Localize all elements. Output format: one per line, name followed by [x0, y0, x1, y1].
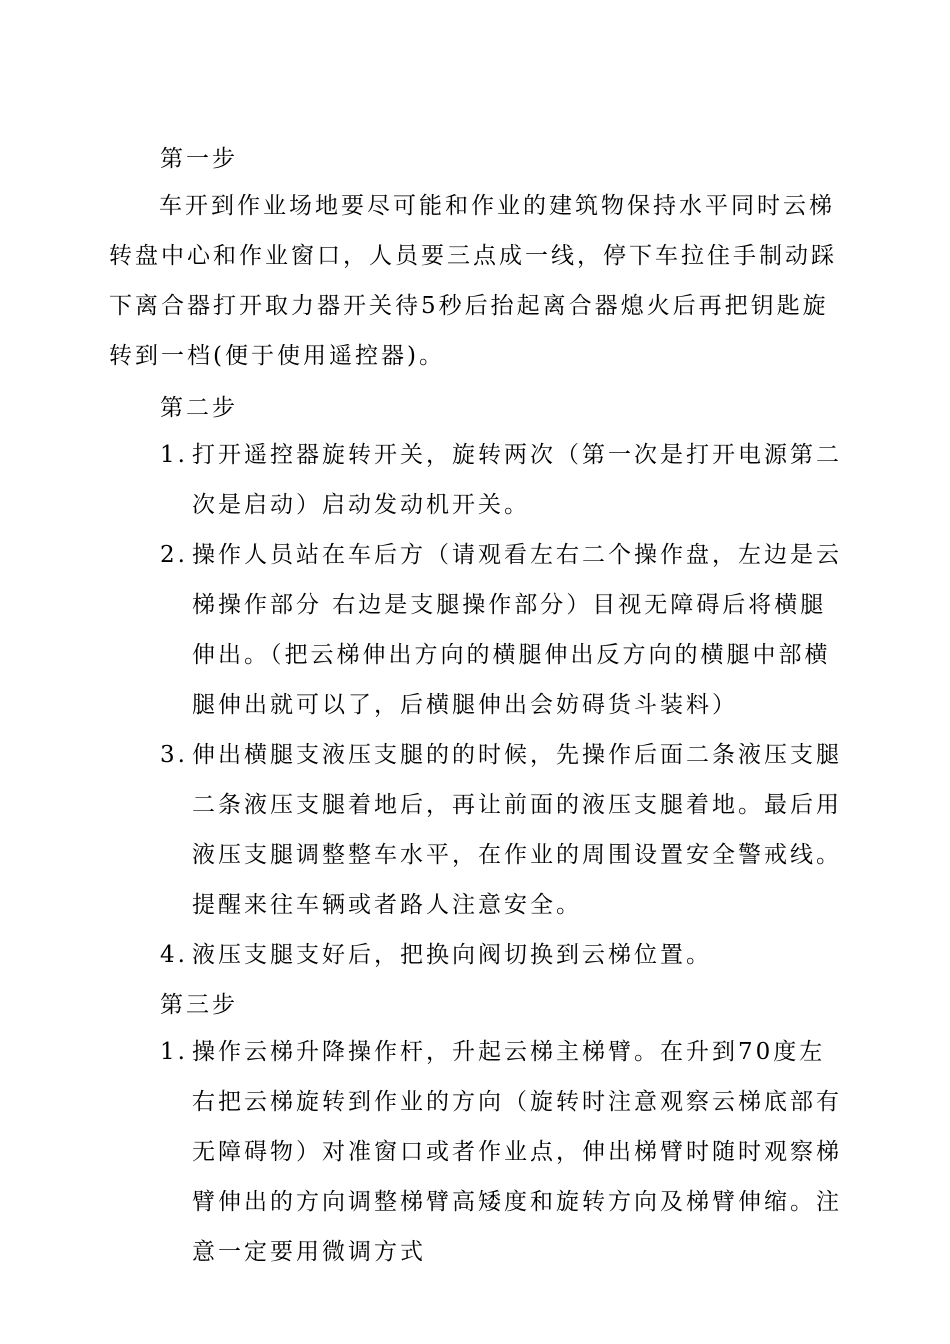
step3-item-1-text: 操作云梯升降操作杆，升起云梯主梯臂。在升到70度左右把云梯旋转到作业的方向（旋转时注意观察云梯底部有无障碍物）对准窗口或者作业点，伸出梯臂时随时观察梯臂伸出的方向调整梯臂高矮度和旋转方向及梯臂伸缩。注意一定要用微调方式: [192, 1039, 842, 1265]
step2-item-4-number: 4.: [160, 942, 188, 968]
step2-item-3-text: 伸出横腿支液压支腿的的时候，先操作后面二条液压支腿二条液压支腿着地后，再让前面的液压支腿着地。最后用液压支腿调整整车水平，在作业的周围设置安全警戒线。提醒来往车辆或者路人注意安全。: [192, 742, 842, 918]
step2-item-3-number: 3.: [160, 742, 188, 768]
step1-heading: 第一步: [160, 146, 238, 172]
step2-item-2-number: 2.: [160, 542, 188, 568]
step1-paragraph: 车开到作业场地要尽可能和作业的建筑物保持水平同时云梯转盘中心和作业窗口，人员要三点成一线，停下车拉住手制动踩下离合器打开取力器开关待5秒后抬起离合器熄火后再把钥匙旋转到一档(便于使用遥控器)。: [109, 193, 837, 369]
step2-item-1-number: 1.: [160, 442, 188, 468]
step2-item-4-text: 液压支腿支好后，把换向阀切换到云梯位置。: [192, 942, 712, 968]
step2-item-1-text: 打开遥控器旋转开关，旋转两次（第一次是打开电源第二次是启动）启动发动机开关。: [192, 442, 842, 518]
step2-heading: 第二步: [160, 395, 238, 421]
step2-item-2-text: 操作人员站在车后方（请观看左右二个操作盘，左边是云梯操作部分 右边是支腿操作部分）目视无障碍后将横腿伸出。（把云梯伸出方向的横腿伸出反方向的横腿中部横腿伸出就可以了，后横腿伸出会妨碍货斗装料）: [192, 542, 842, 718]
step3-heading: 第三步: [160, 992, 238, 1018]
step3-item-1-number: 1.: [160, 1039, 188, 1065]
